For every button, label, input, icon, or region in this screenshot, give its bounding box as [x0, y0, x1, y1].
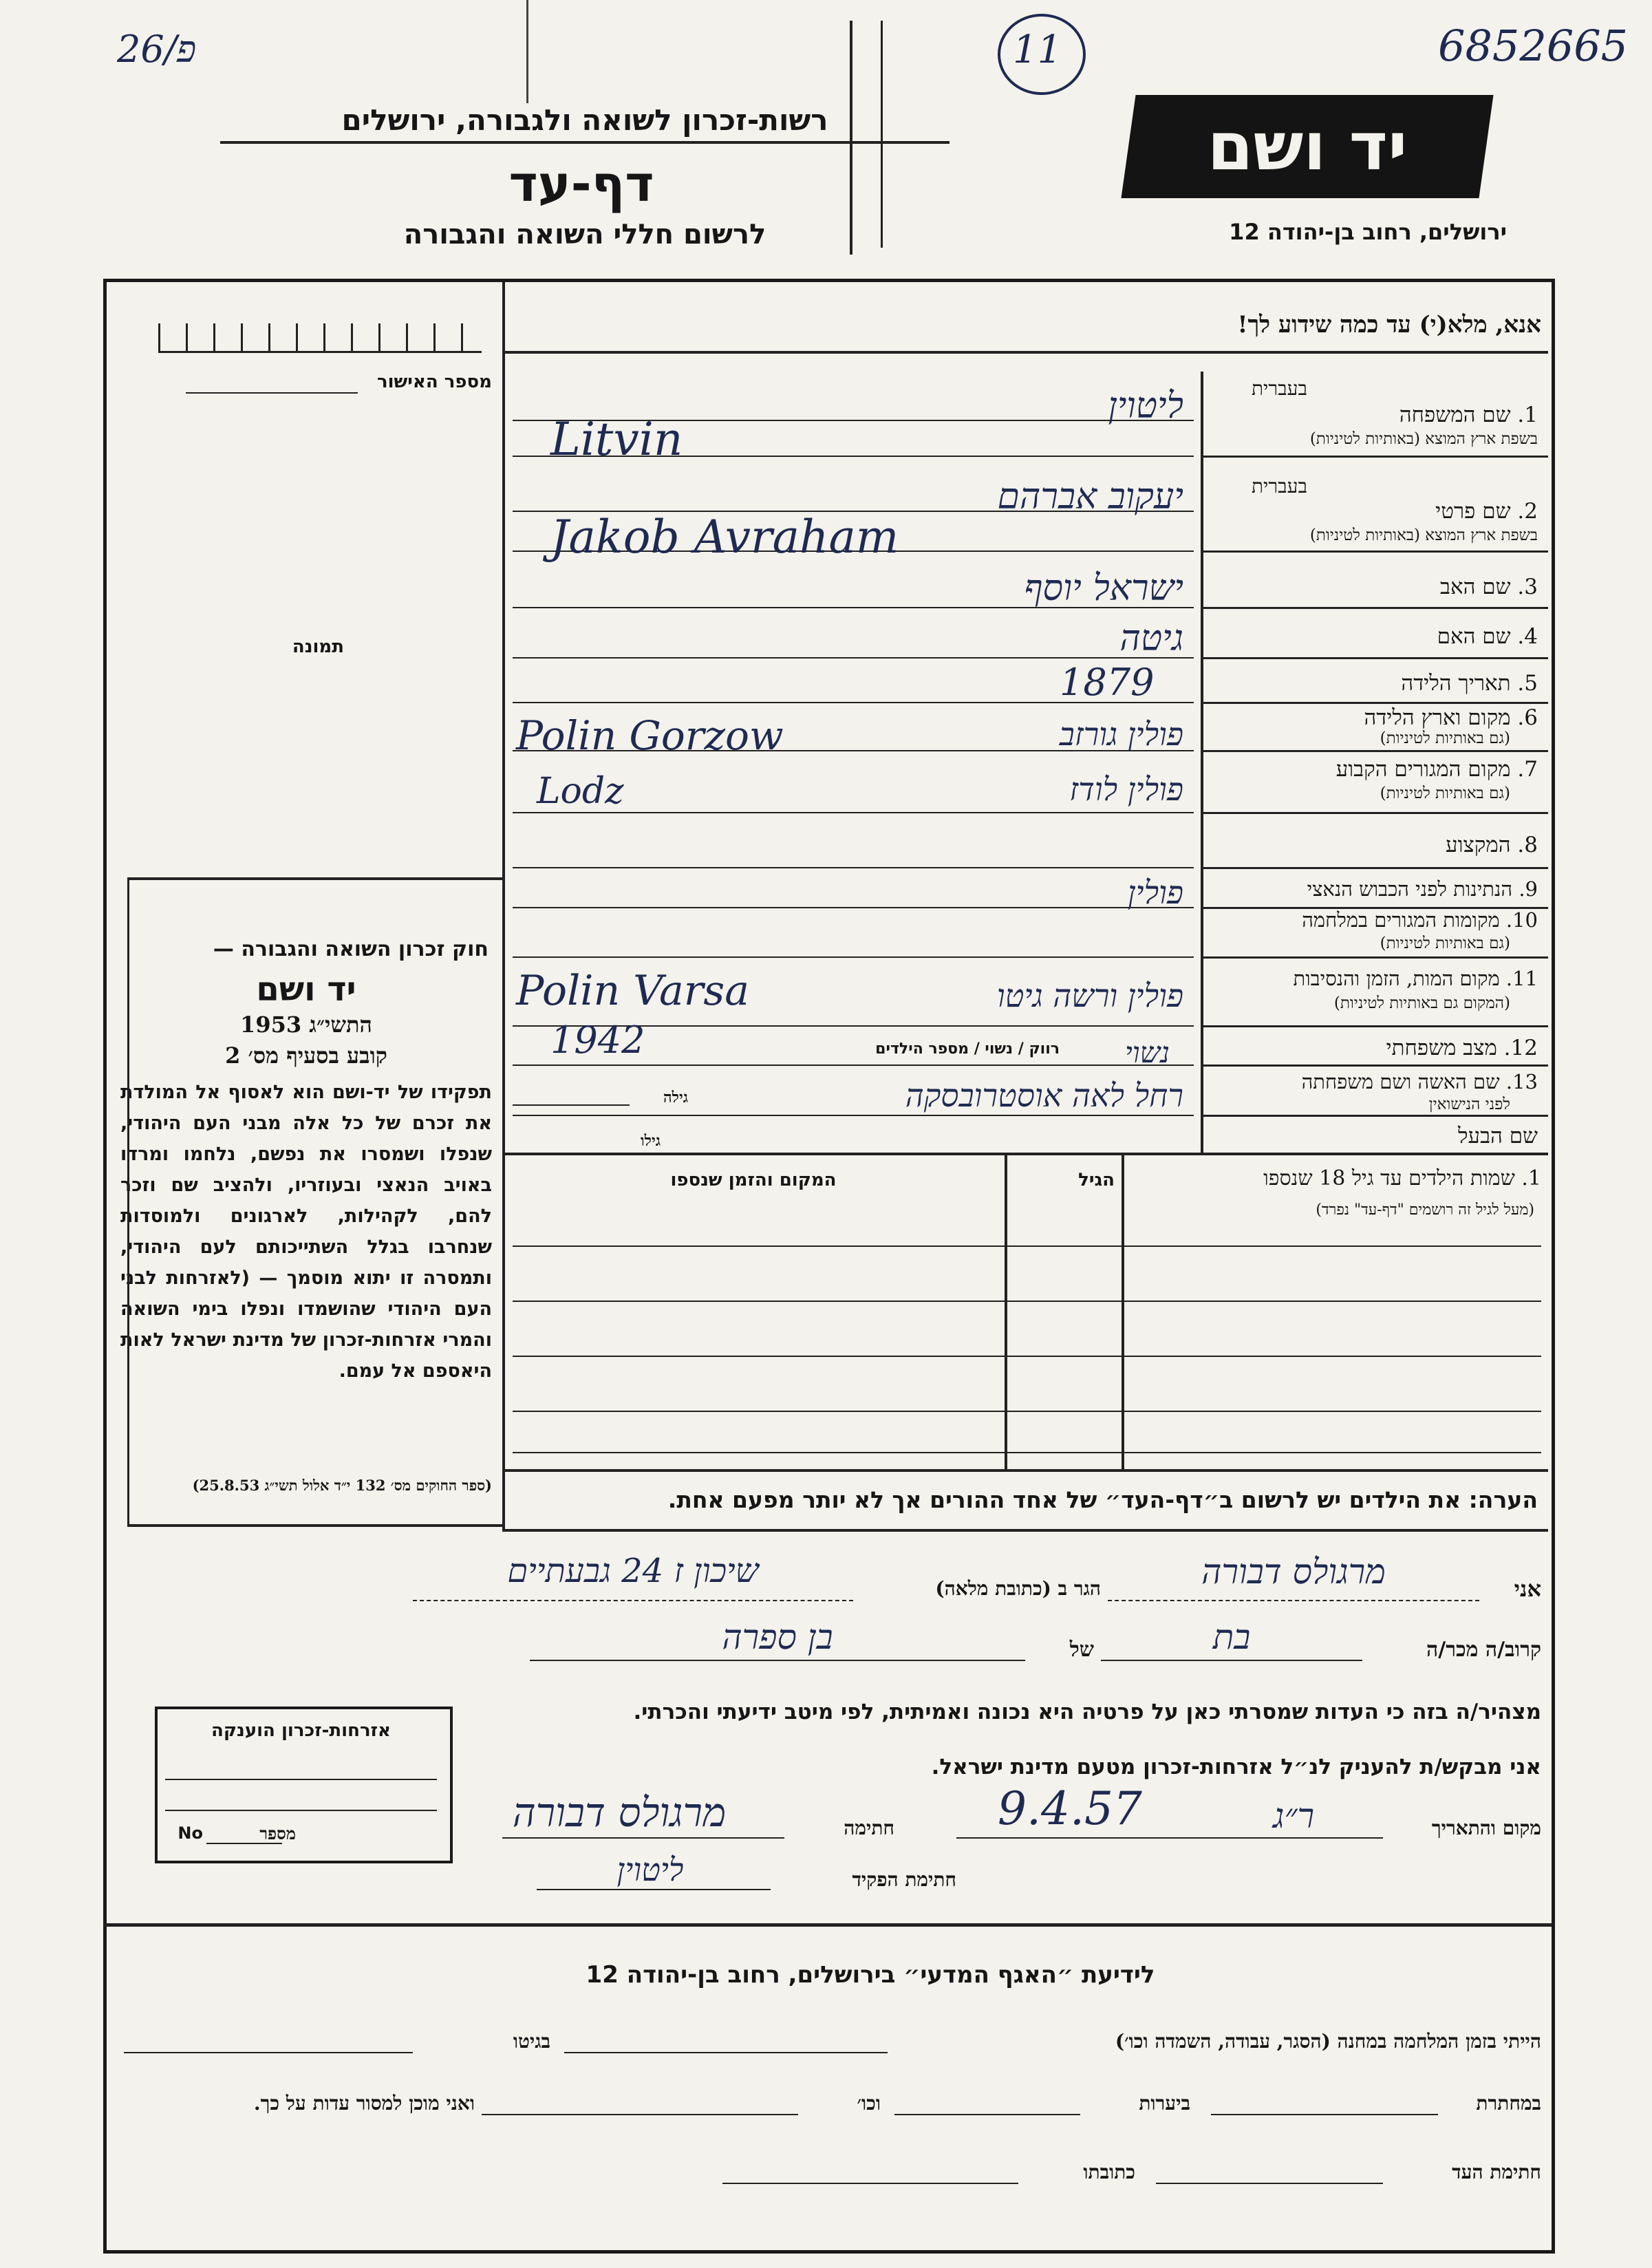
request: אני מבקש/ת להעניק לנ״ל אזרחות-זכרון מטעם מדינת ישראל.: [931, 1755, 1541, 1779]
citizenship-label: 9. הנתינות לפני הכבוש הנאצי: [1307, 877, 1538, 901]
surname-sub: בשפת ארץ המוצא (באותיות לטיניות): [1309, 430, 1538, 448]
footer-line2-c: וכו׳: [857, 2092, 881, 2115]
officer-line: [537, 1889, 771, 1890]
footer-line2-field: [1211, 2114, 1438, 2115]
husband-age-label: גילו: [641, 1132, 661, 1150]
row-rule: [1201, 456, 1548, 458]
yad-vashem-logo: יד ושם: [1121, 95, 1493, 198]
birth-place-latin-value[interactable]: Polin Gorzow: [516, 712, 784, 759]
footer-line3-field2: [722, 2183, 1018, 2184]
instruction-rule: [502, 351, 1548, 354]
section-rule: [502, 1153, 1548, 1155]
first-name-he-value[interactable]: יעקוב אברהם: [997, 476, 1183, 517]
note: הערה: את הילדים יש לרשום ב״דף-העד״ של אחד ההורים אך לא יותר מפעם אחת.: [667, 1486, 1538, 1513]
husband-label: שם הבעל: [1458, 1124, 1538, 1148]
children-sub: (מעל לגיל זה רושמים "דף-עד" נפרד): [1316, 1201, 1534, 1219]
death-place-latin-value[interactable]: Polin Varsa: [516, 967, 749, 1015]
pen-mark: [526, 0, 528, 103]
section-rule: [502, 1529, 1548, 1532]
place-value[interactable]: ר״ג: [1272, 1796, 1315, 1836]
relation-value[interactable]: בת: [1212, 1617, 1251, 1657]
of-line: [530, 1660, 1025, 1661]
approval-label: מספר האישור: [376, 372, 492, 392]
footer-line3-field: [1156, 2183, 1383, 2184]
instruction: אנא, מלא(י) עד כמה שידוע לך!: [1237, 311, 1541, 339]
residence-label: 7. מקום המגורים הקבוע: [1335, 757, 1538, 782]
certificate-number-field: [206, 1843, 282, 1844]
footer-rule: [103, 1923, 1552, 1927]
wife-name-label: 13. שם האשה ושם משפחתה: [1301, 1070, 1538, 1093]
corner-number: 26/פ: [117, 28, 197, 71]
form-title: דף-עד: [508, 155, 654, 213]
residence-sub: (גם באותיות לטיניות): [1380, 784, 1510, 802]
children-row: [513, 1245, 1541, 1247]
signature-label: חתימה: [844, 1817, 894, 1839]
citizenship-value[interactable]: פולין: [1127, 874, 1183, 911]
footer-line2-b: ביערות: [1139, 2092, 1190, 2115]
birth-place-he-value[interactable]: פולין גורזב: [1059, 716, 1183, 753]
of-label: של: [1069, 1638, 1094, 1662]
footer-line2-a: במחתרת: [1476, 2092, 1541, 2115]
i-label: אני: [1514, 1576, 1541, 1602]
sidebar-divider: [502, 282, 505, 1529]
surname-label: 1. שם המשפחה: [1399, 403, 1538, 427]
authority-underline: [220, 141, 950, 144]
row-rule: [1201, 956, 1548, 959]
answer-line: [513, 956, 1194, 958]
death-place-sub: (המקום גם באותיות לטיניות): [1333, 994, 1510, 1012]
signature-value[interactable]: מרגולס דבורה: [512, 1789, 727, 1836]
profession-label: 8. המקצוע: [1446, 833, 1538, 857]
declarant-name-line: [1108, 1600, 1479, 1601]
family-status-value[interactable]: 1942: [550, 1018, 645, 1062]
law-title: חוק זכרון השואה והגבורה —: [213, 937, 489, 961]
father-label: 3. שם האב: [1440, 575, 1538, 599]
wartime-residence-label: 10. מקומות המגורים במלחמה: [1302, 908, 1538, 932]
wife-name-sub: לפני הנישואין: [1428, 1095, 1510, 1113]
family-status-printed: רווק / נשוי / מספר הילדים: [875, 1040, 1060, 1058]
surname-hebrew-tag: בעברית: [1251, 377, 1307, 400]
birth-date-label: 5. תאריך הלידה: [1401, 671, 1538, 696]
law-section: קובע בסעיף מס׳ 2: [225, 1042, 387, 1069]
mother-value[interactable]: גיטה: [1119, 618, 1183, 659]
birth-place-sub: (גם באותיות לטיניות): [1380, 729, 1510, 747]
declaration: מצהיר/ה בזה כי העדות שמסרתי כאן על פרטיה היא נכונה ואמיתית, לפי מיטב ידיעתי והכרתי.: [633, 1700, 1541, 1724]
officer-signature[interactable]: ליטוין: [616, 1851, 684, 1888]
tick-ruler: [158, 323, 482, 353]
declarant-address[interactable]: שיכון ז 24 גבעתיים: [507, 1552, 759, 1590]
certificate-no-label: No: [178, 1823, 203, 1843]
first-name-latin-value[interactable]: Jakob Avraham: [550, 511, 899, 564]
father-value[interactable]: ישראל יוסף: [1024, 568, 1183, 609]
certificate-line: [165, 1779, 437, 1780]
law-citation: (ספר החוקים מס׳ 132 י״ד אלול תשי״ג 25.8.53): [192, 1477, 492, 1494]
children-col-place-label: המקום והזמן שנספו: [670, 1170, 837, 1190]
footer-line3-b: כתובתו: [1083, 2161, 1135, 2183]
footer-line2-d: ואני מוכן למסור עדות על כך.: [253, 2092, 475, 2115]
record-number: 6852665: [1438, 21, 1629, 71]
relation-line: [1101, 1660, 1362, 1661]
children-row: [513, 1411, 1541, 1412]
law-text: תפקידו של יד-ושם הוא לאסוף אל המולדת את זכרם של כל אלה מבני העם היהודי, שנפלו ושמסרו את נפשם, נלחמו ומרדו באויב הנאצי ובעוזריו, ולהציב שם וזכר להם, לקהילות, לארגונים ולמוסדות שנחרבו בגלל השתייכותם לעם היהודי, ותמסרה זו יתוא מוסמך — (לאזרחות לבני העם היהודי שהושמדו ונפלו בימי השואה והמרי אזרחות-זכרון של מדינת ישראל לאות היאספם אל עמם.: [120, 1082, 492, 1382]
law-year: התשי״ג 1953: [240, 1012, 372, 1038]
row-rule: [1201, 867, 1548, 869]
law-name: יד ושם: [256, 970, 356, 1009]
footer-line1-field: [564, 2052, 888, 2053]
footer-line1-field2: [124, 2052, 413, 2053]
surname-latin-value[interactable]: Litvin: [550, 413, 683, 466]
row-rule: [1201, 1115, 1548, 1117]
footer-line3-a: חתימת העד: [1452, 2161, 1541, 2183]
answer-line: [513, 812, 1194, 813]
family-status-label: 12. מצב משפחתי: [1386, 1036, 1538, 1060]
wife-name-value[interactable]: רחל לאה אוסטרובסקה: [905, 1077, 1183, 1114]
answer-line: [513, 1115, 1194, 1116]
children-row: [513, 1356, 1541, 1357]
birth-place-label: 6. מקום וארץ הלידה: [1364, 705, 1538, 730]
declarant-name[interactable]: מרגולס דבורה: [1201, 1552, 1386, 1592]
children-col-age-label: הגיל: [1078, 1170, 1115, 1190]
death-place-he-value[interactable]: פולין ורשה גיטו: [996, 977, 1183, 1014]
footer-title: לידיעת ״האגף המדעי״ בירושלים, רחוב בן-יהודה 12: [586, 1961, 1155, 1989]
certificate-number-label: מספר: [259, 1823, 296, 1843]
address: ירושלים, רחוב בן-יהודה 12: [1229, 219, 1507, 245]
row-rule: [1201, 657, 1548, 659]
place-date-line: [956, 1837, 1383, 1839]
children-label: 1. שמות הילדים עד גיל 18 שנספו: [1263, 1166, 1541, 1190]
footer-line1-a: הייתי בזמן המלחמה במחנה (הסגר, עבודה, השמדה וכו׳): [1115, 2030, 1541, 2053]
row-rule: [1201, 550, 1548, 553]
wartime-residence-sub: (גם באותיות לטיניות): [1380, 934, 1510, 952]
label-column-divider: [1201, 372, 1203, 1153]
first-name-sub: בשפת ארץ המוצא (באותיות לטיניות): [1309, 526, 1538, 544]
residence-he-value[interactable]: פולין לודז: [1069, 771, 1183, 808]
row-rule: [1201, 750, 1548, 752]
of-value[interactable]: בן ספרה: [722, 1617, 833, 1657]
footer-line2-field3: [482, 2114, 798, 2115]
circled-number-text: 11: [1013, 28, 1062, 72]
first-name-hebrew-tag: בעברית: [1251, 475, 1307, 498]
photo-box-bottom: [127, 877, 502, 880]
wife-age-label: גילה: [663, 1089, 688, 1106]
certificate-line: [165, 1810, 437, 1811]
mother-label: 4. שם האם: [1437, 624, 1538, 649]
row-rule: [1201, 1025, 1548, 1027]
law-box-bottom: [127, 1524, 502, 1527]
row-rule: [1201, 1065, 1548, 1067]
residence-latin-value[interactable]: Lodz: [537, 771, 624, 812]
signature-line: [502, 1837, 784, 1839]
approval-field: [186, 392, 358, 394]
death-place-label: 11. מקום המות, הזמן והנסיבות: [1293, 967, 1538, 990]
family-status-he-value[interactable]: נשוי: [1124, 1036, 1170, 1069]
date-value[interactable]: 9.4.57: [998, 1782, 1142, 1835]
children-row: [513, 1301, 1541, 1302]
law-box-left: [127, 877, 129, 1524]
children-col-name: [1122, 1153, 1124, 1469]
authority-title: רשות-זכרון לשואה ולגבורה, ירושלים: [341, 103, 828, 137]
row-rule: [1201, 702, 1548, 704]
children-row: [513, 1452, 1541, 1453]
first-name-label: 2. שם פרטי: [1435, 499, 1538, 524]
surname-he-value[interactable]: ליטוין: [1108, 385, 1183, 427]
certificate-title: אזרחות-זכרון הוענקה: [211, 1720, 391, 1741]
relation-label: קרוב/ה מכר/ה: [1426, 1638, 1541, 1662]
footer-line2-field2: [894, 2114, 1080, 2115]
birth-date-value[interactable]: 1879: [1060, 661, 1155, 704]
footer-line1-b: בגיטו: [513, 2030, 550, 2053]
children-col-age: [1005, 1153, 1007, 1469]
row-rule: [1201, 812, 1548, 814]
place-date-label: מקום והתאריך: [1431, 1817, 1541, 1839]
wife-age-field: [513, 1104, 630, 1106]
officer-label: חתימת הפקיד: [852, 1868, 956, 1891]
form-subtitle: לרשום חללי השואה והגבורה: [403, 219, 766, 250]
declarant-address-line: [413, 1600, 853, 1601]
section-rule: [502, 1469, 1548, 1472]
photo-label: תמונה: [292, 636, 344, 657]
resident-label: הגר ב (כתובת מלאה): [935, 1577, 1101, 1600]
row-rule: [1201, 607, 1548, 609]
answer-line: [513, 867, 1194, 868]
